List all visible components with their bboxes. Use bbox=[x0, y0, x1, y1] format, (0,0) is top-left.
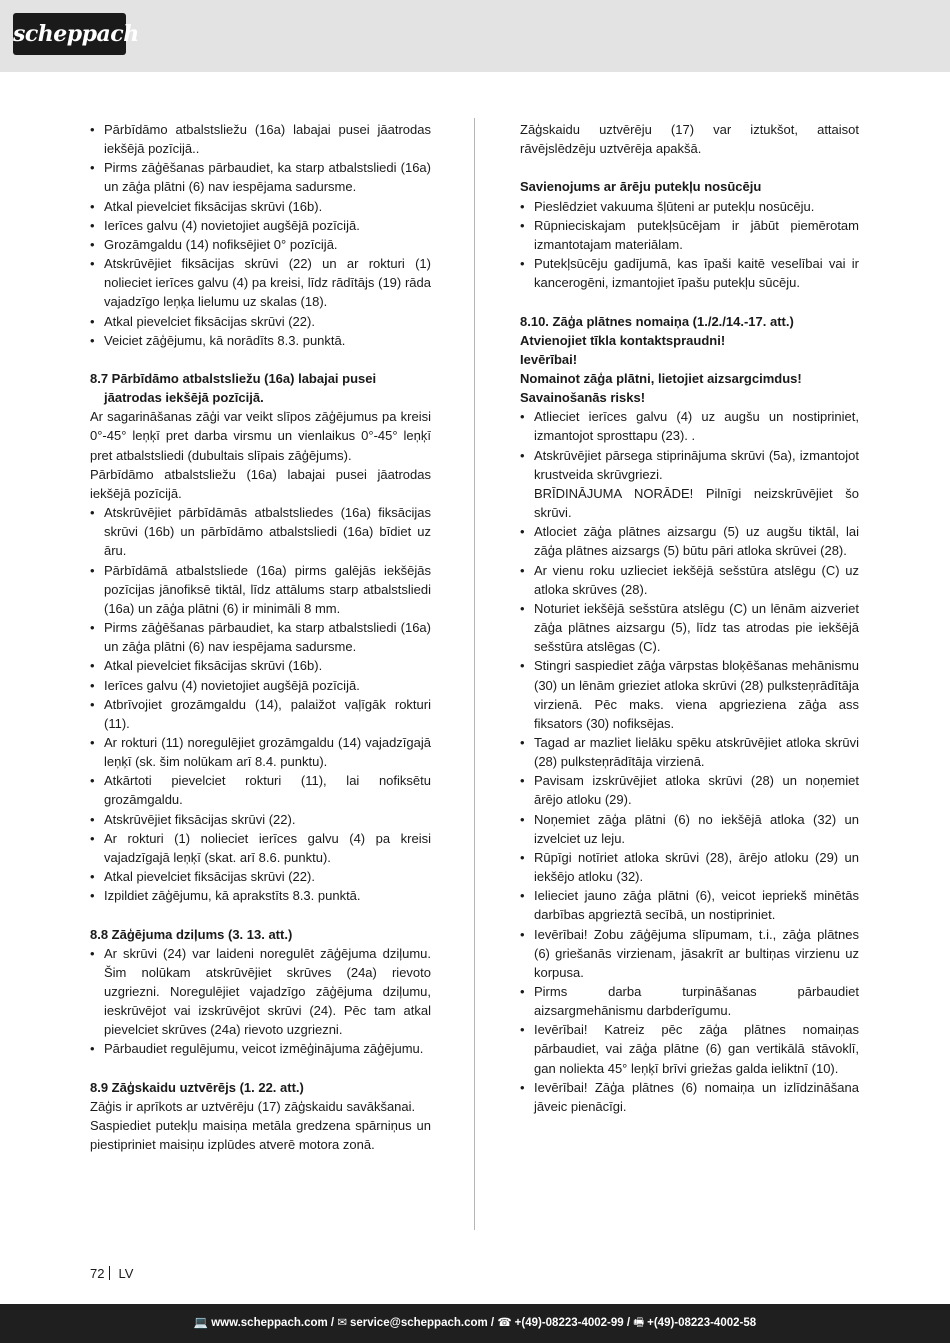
list-item bbox=[520, 446, 859, 523]
section-heading-8-7: 8.7 Pārbīdāmo atbalstsliežu (16a) labajai pusei jāatrodas iekšējā pozīcijā. bbox=[90, 371, 377, 406]
list-item: • Atkal pievelciet fiksācijas skrūvi (22). bbox=[90, 867, 431, 886]
list-item: • Noturiet iekšējā sešstūra atslēgu (C) un lēnām aizveriet zāģa plātnes aizsargu (5), līdz tas atrodas pie iekšējā sešstūra atslēgas (C). bbox=[520, 599, 859, 656]
list-item: • Rūpnieciskajam putekļsūcējam ir jābūt piemērotam izmantotajam materiālam. bbox=[520, 216, 859, 254]
page-number-separator bbox=[109, 1266, 110, 1280]
list-item: • Ierīces galvu (4) novietojiet augšējā pozīcijā. bbox=[90, 676, 431, 695]
list-item: • Ar rokturi (11) noregulējiet grozāmgaldu (14) vajadzīgajā leņķī (sk. šim nolūkam arī 8.4. punktu). bbox=[90, 733, 431, 771]
section-heading-8-9: 8.9 Zāģskaidu uztvērējs (1. 22. att.) bbox=[90, 1079, 304, 1095]
list-item: • Atlociet zāģa plātnes aizsargu (5) uz augšu tiktāl, lai zāģa plātnes aizsargs (5) būtu pāri atloka skrūvei (28). bbox=[520, 522, 859, 560]
list-item: • Pirms darba turpināšanas pārbaudiet aizsargmehānismu darbderīgumu. bbox=[520, 982, 859, 1020]
footer-phone: +(49)-08223-4002-99 / bbox=[514, 1317, 631, 1329]
steps-list-3 bbox=[90, 944, 431, 1059]
list-item: • Atskrūvējiet fiksācijas skrūvi (22). bbox=[90, 810, 431, 829]
footer-email: service@scheppach.com / bbox=[349, 1317, 495, 1329]
warning-injury-risk: Savainošanās risks! bbox=[520, 390, 646, 406]
section-heading-dust-extraction: Savienojums ar ārēju putekļu nosūcēju bbox=[520, 179, 762, 195]
right-column bbox=[520, 120, 859, 1116]
list-item: • Atlieciet ierīces galvu (4) uz augšu un nostipriniet, izmantojot sprosttapu (23). . bbox=[520, 407, 859, 445]
list-item: • Ar skrūvi (24) var laideni noregulēt zāģējuma dziļumu. Šim nolūkam atskrūvējiet skrūves (24a) rievoto uzgriezni. Noregulējiet vajadzīgo zāģējuma dziļumu, ieskrūvējot vai izskrūvējot skrūvi (24). Pēc tam atkal pievelciet skrūves (24a) rievoto uzgriezni. bbox=[90, 944, 431, 1040]
list-item: • Putekļsūcēju gadījumā, kas īpaši kaitē veselībai vai ir kancerogēni, izmantojiet īpašu putekļu sūcēju. bbox=[520, 254, 859, 292]
paragraph: Pārbīdāmo atbalstsliežu (16a) labajai pusei jāatrodas iekšējā pozīcijā. bbox=[90, 466, 431, 501]
list-item: • Ielieciet jauno zāģa plātni (6), veicot iepriekš minētās darbības apgrieztā secībā, un nostipriniet. bbox=[520, 886, 859, 924]
list-item: • Pirms zāģēšanas pārbaudiet, ka starp atbalstsliedi (16a) un zāģa plātni (6) nav iespējama sadursme. bbox=[90, 158, 431, 196]
list-item: • Tagad ar mazliet lielāku spēku atskrūvējiet atloka skrūvi (28) pulksteņrādītāja virzienā. bbox=[520, 733, 859, 771]
list-item: • Atkal pievelciet fiksācijas skrūvi (16b). bbox=[90, 656, 431, 675]
warning-gloves: Nomainot zāģa plātni, lietojiet aizsargcimdus! bbox=[520, 371, 802, 386]
left-column bbox=[90, 120, 431, 1154]
fax-icon: 🖷 bbox=[633, 1317, 645, 1329]
list-item: • Ievērībai! Zobu zāģējuma slīpumam, t.i., zāģa plātnes (6) griešanās virzienam, jāsakrīt ar bultiņas virzienu uz korpusa. bbox=[520, 925, 859, 982]
computer-icon: 💻 bbox=[193, 1317, 209, 1329]
phone-icon: ☎ bbox=[497, 1317, 512, 1329]
list-item: • Pārbīdāmo atbalstsliežu (16a) labajai pusei jāatrodas iekšējā pozīcijā.. bbox=[90, 120, 431, 158]
language-code: LV bbox=[118, 1266, 134, 1281]
footer-website: www.scheppach.com / bbox=[211, 1317, 335, 1329]
list-item: • Pārbīdāmā atbalstsliede (16a) pirms galējās iekšējās pozīcijas jānofiksē tiktāl, līdz attālums starp atbalstsliedi (16a) un zāģa plātni (6) ir minimāli 8 mm. bbox=[90, 561, 431, 618]
list-item-text: Atskrūvējiet pārsega stiprinājuma skrūvi (5a), izmantojot krustveida skrūvgriezi. bbox=[534, 447, 859, 482]
scheppach-logo: scheppach bbox=[13, 13, 126, 55]
list-item: • Grozāmgaldu (14) nofiksējiet 0° pozīcijā. bbox=[90, 235, 431, 254]
list-item: • Ievērībai! Zāģa plātnes (6) nomaiņa un izlīdzināšana jāveic pienācīgi. bbox=[520, 1078, 859, 1116]
steps-list-2 bbox=[90, 503, 431, 905]
section-heading-8-10: 8.10. Zāģa plātnes nomaiņa (1./2./14.-17. att.) bbox=[520, 313, 794, 329]
dust-list bbox=[520, 197, 859, 293]
list-item: • Pieslēdziet vakuuma šļūteni ar putekļu nosūcēju. bbox=[520, 197, 859, 216]
section-heading-8-8: 8.8 Zāģējuma dziļums (3. 13. att.) bbox=[90, 926, 293, 942]
warning-attention: Ievērībai! bbox=[520, 351, 578, 367]
list-item: • Atskrūvējiet fiksācijas skrūvi (22) un ar rokturi (1) nolieciet ierīces galvu (4) pa kreisi, līdz rādītājs (19) rāda vajadzīgo leņķa lielumu uz skalas (18). bbox=[90, 254, 431, 311]
warning-note: BRĪDINĀJUMA NORĀDE! Pilnīgi neizskrūvējiet šo skrūvi. bbox=[534, 485, 859, 521]
list-item: • Atkal pievelciet fiksācijas skrūvi (22). bbox=[90, 312, 431, 331]
page-number-value: 72 bbox=[90, 1266, 105, 1281]
list-item: • Pirms zāģēšanas pārbaudiet, ka starp atbalstsliedi (16a) un zāģa plātni (6) nav iespējama sadursme. bbox=[90, 618, 431, 656]
list-item: • Stingri saspiediet zāģa vārpstas bloķēšanas mehānismu (30) un lēnām grieziet atloka skrūvi (28) pulksteņrādītāja virzienā. Pēc maks. viena apgrieziena zāģa ass fiksators (30) nofiksējas. bbox=[520, 656, 859, 733]
list-item: • Atkal pievelciet fiksācijas skrūvi (16b). bbox=[90, 197, 431, 216]
list-item: • Ar vienu roku uzlieciet iekšējā sešstūra atslēgu (C) uz atloka skrūves (28). bbox=[520, 561, 859, 599]
list-item: • Noņemiet zāģa plātni (6) no iekšējā atloka (32) un izvelciet uz leju. bbox=[520, 810, 859, 848]
footer-fax: +(49)-08223-4002-58 bbox=[647, 1317, 757, 1329]
list-item: • Atskrūvējiet pārbīdāmās atbalstsliedes (16a) fiksācijas skrūvi (16b) un pārbīdāmo atbalstsliedi (16a) bīdiet uz āru. bbox=[90, 503, 431, 560]
paragraph: Ar sagarināšanas zāģi var veikt slīpos zāģējumus pa kreisi 0°-45° leņķī pret darba virsmu un vienlaikus 0°-45° leņķī pret atbalstsliedi (dubultais slīpais zāģējums). bbox=[90, 409, 431, 463]
list-item: • Atbrīvojiet grozāmgaldu (14), palaižot vaļīgāk rokturi (11). bbox=[90, 695, 431, 733]
list-item: • Ar rokturi (1) nolieciet ierīces galvu (4) pa kreisi vajadzīgajā leņķī (skat. arī 8.6. punktu). bbox=[90, 829, 431, 867]
paragraph: Zāģis ir aprīkots ar uztvērēju (17) zāģskaidu savākšanai. bbox=[90, 1098, 416, 1114]
paragraph: Saspiediet putekļu maisiņa metāla gredzena spārniņus un piestipriniet maisiņu izplūdes atverē motora zonā. bbox=[90, 1118, 431, 1153]
warning-unplug: Atvienojiet tīkla kontaktspraudni! bbox=[520, 332, 726, 348]
list-item: • Pavisam izskrūvējiet atloka skrūvi (28) un noņemiet ārējo atloku (29). bbox=[520, 771, 859, 809]
paragraph: Zāģskaidu uztvērēju (17) var iztukšot, attaisot rāvējslēdzēju uztvērēja apakšā. bbox=[520, 122, 859, 157]
blade-change-list bbox=[520, 407, 859, 1116]
steps-list-1 bbox=[90, 120, 431, 350]
list-item: • Izpildiet zāģējumu, kā aprakstīts 8.3. punktā. bbox=[90, 886, 431, 905]
mail-icon: ✉ bbox=[337, 1317, 347, 1329]
page-footer bbox=[0, 1304, 950, 1343]
list-item: • Ierīces galvu (4) novietojiet augšējā pozīcijā. bbox=[90, 216, 431, 235]
list-item: • Veiciet zāģējumu, kā norādīts 8.3. punktā. bbox=[90, 331, 431, 350]
page-number bbox=[90, 1266, 133, 1282]
list-item: • Rūpīgi notīriet atloka skrūvi (28), ārējo atloku (29) un iekšējo atloku (32). bbox=[520, 848, 859, 886]
page-header bbox=[0, 0, 950, 72]
list-item: • Atkārtoti pievelciet rokturi (11), lai nofiksētu grozāmgaldu. bbox=[90, 771, 431, 809]
list-item: • Ievērībai! Katreiz pēc zāģa plātnes nomaiņas pārbaudiet, vai zāģa plātne (6) gan vertikālā stāvoklī, gan noliekta 45° leņķī brīvi griežas galda ieliktnī (10). bbox=[520, 1020, 859, 1077]
list-item: • Pārbaudiet regulējumu, veicot izmēģinājuma zāģējumu. bbox=[90, 1039, 431, 1058]
column-divider bbox=[474, 118, 475, 1230]
